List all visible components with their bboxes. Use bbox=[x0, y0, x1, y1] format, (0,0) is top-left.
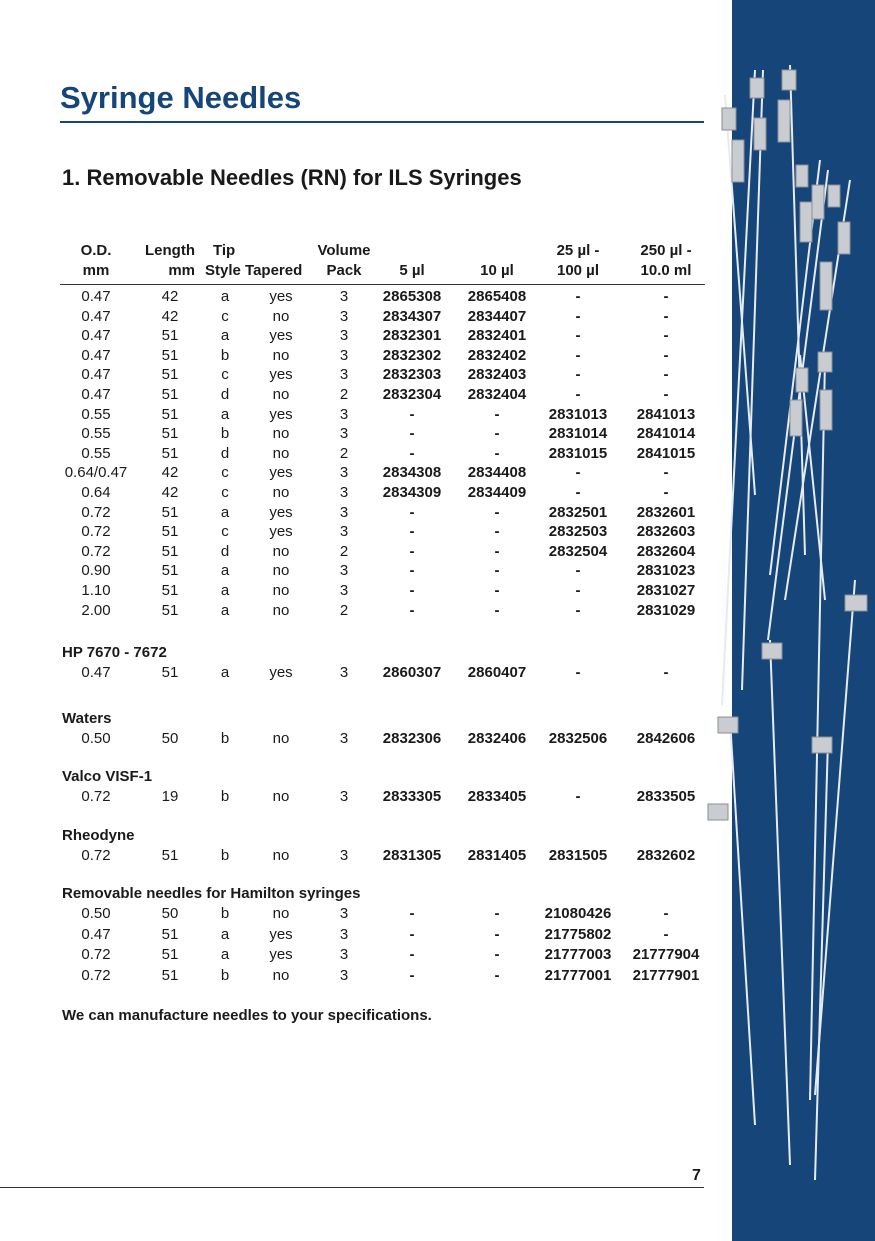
table-cell: c bbox=[221, 464, 229, 482]
table-cell: 21777003 bbox=[544, 946, 612, 963]
table-cell: c bbox=[221, 366, 229, 384]
table-row bbox=[0, 503, 732, 523]
table-cell: a bbox=[220, 327, 230, 345]
table-cell: 0.64/0.47 bbox=[64, 464, 128, 482]
table-cell: 2832601 bbox=[636, 503, 696, 521]
table-cell: 0.50 bbox=[81, 730, 111, 747]
table-cell: 0.47 bbox=[81, 307, 111, 325]
table-cell: 2831405 bbox=[467, 847, 527, 864]
table-cell: 2832504 bbox=[548, 542, 608, 560]
section-heading: HP 7670 - 7672 bbox=[62, 644, 167, 661]
table-cell: - bbox=[409, 925, 415, 943]
table-row bbox=[0, 945, 732, 965]
table-cell: no bbox=[272, 307, 290, 325]
table-cell: 21775802 bbox=[544, 925, 612, 943]
table-cell: no bbox=[272, 582, 290, 599]
table-cell: 2832506 bbox=[548, 730, 608, 747]
table-cell: - bbox=[663, 925, 669, 943]
table-cell: yes bbox=[269, 925, 293, 943]
table-row bbox=[0, 925, 732, 945]
table-cell: - bbox=[409, 601, 415, 619]
table-cell: - bbox=[575, 386, 581, 403]
table-cell: 42 bbox=[161, 288, 179, 305]
table-cell: no bbox=[272, 601, 290, 619]
table-cell: 3 bbox=[339, 484, 349, 501]
table-cell: 51 bbox=[161, 425, 179, 443]
table-cell: 2 bbox=[339, 444, 349, 462]
table-cell: 0.47 bbox=[81, 664, 111, 681]
table-row bbox=[0, 561, 732, 581]
table-cell: b bbox=[220, 425, 230, 443]
table-cell: - bbox=[575, 664, 581, 681]
table-cell: 2831027 bbox=[636, 582, 696, 599]
table-cell: 3 bbox=[339, 788, 349, 805]
section-heading: Removable needles for Hamilton syringes bbox=[62, 885, 361, 902]
table-cell: 2832404 bbox=[467, 386, 527, 403]
table-cell: a bbox=[220, 601, 230, 619]
table-cell: yes bbox=[269, 946, 293, 963]
table-row bbox=[0, 385, 732, 405]
table-cell: 3 bbox=[339, 327, 349, 345]
table-cell: - bbox=[494, 444, 500, 462]
table-row bbox=[0, 787, 732, 807]
table-cell: 2834307 bbox=[382, 307, 442, 325]
table-cell: 2832603 bbox=[636, 523, 696, 541]
table-cell: yes bbox=[269, 503, 293, 521]
table-cell: - bbox=[575, 562, 581, 580]
table-cell: - bbox=[663, 327, 669, 345]
footnote: We can manufacture needles to your specifications. bbox=[62, 1007, 432, 1024]
table-cell: - bbox=[409, 562, 415, 580]
table-row bbox=[0, 729, 732, 749]
table-cell: 2860407 bbox=[467, 664, 527, 681]
table-cell: 3 bbox=[339, 582, 349, 599]
table-cell: - bbox=[663, 366, 669, 384]
table-cell: a bbox=[220, 946, 230, 963]
table-cell: 2831015 bbox=[548, 444, 608, 462]
table-cell: - bbox=[663, 905, 669, 922]
table-cell: yes bbox=[269, 366, 293, 384]
table-row bbox=[0, 966, 732, 986]
table-cell: 42 bbox=[161, 464, 179, 482]
table-cell: a bbox=[220, 288, 230, 305]
header-length: Length mm bbox=[145, 242, 195, 279]
table-row bbox=[0, 483, 732, 503]
table-cell: - bbox=[663, 307, 669, 325]
table-cell: 2832302 bbox=[382, 346, 442, 364]
table-cell: 2833405 bbox=[467, 788, 527, 805]
table-cell: - bbox=[409, 444, 415, 462]
table-cell: 0.55 bbox=[81, 425, 111, 443]
table-cell: a bbox=[220, 503, 230, 521]
table-cell: a bbox=[220, 405, 230, 423]
table-cell: 2832306 bbox=[382, 730, 442, 747]
table-cell: 2.00 bbox=[81, 601, 111, 619]
table-row bbox=[0, 601, 732, 621]
table-cell: - bbox=[575, 484, 581, 501]
header-25-100ul: 25 µl - 100 µl bbox=[556, 242, 600, 279]
table-cell: 0.72 bbox=[81, 788, 111, 805]
table-cell: 0.64 bbox=[81, 484, 111, 501]
table-cell: 51 bbox=[161, 582, 179, 599]
header-250ul-10ml: 250 µl - 10.0 ml bbox=[640, 242, 692, 279]
table-cell: 51 bbox=[161, 946, 179, 963]
table-cell: 21777001 bbox=[544, 966, 612, 984]
header-volume: Volume Pack bbox=[317, 242, 371, 279]
table-cell: 0.47 bbox=[81, 386, 111, 403]
table-cell: - bbox=[494, 425, 500, 443]
table-cell: 2832403 bbox=[467, 366, 527, 384]
table-cell: 2 bbox=[339, 386, 349, 403]
table-cell: - bbox=[575, 582, 581, 599]
table-cell: - bbox=[663, 346, 669, 364]
table-cell: 2834309 bbox=[382, 484, 442, 501]
table-cell: no bbox=[272, 905, 290, 922]
table-cell: - bbox=[575, 327, 581, 345]
table-cell: no bbox=[272, 730, 290, 747]
table-row bbox=[0, 463, 732, 483]
table-cell: - bbox=[494, 562, 500, 580]
table-cell: 3 bbox=[339, 366, 349, 384]
table-cell: a bbox=[220, 562, 230, 580]
section-heading: Valco VISF-1 bbox=[62, 768, 153, 785]
table-cell: no bbox=[272, 444, 290, 462]
table-cell: 0.47 bbox=[81, 327, 111, 345]
section-subtitle: 1. Removable Needles (RN) for ILS Syringes bbox=[62, 165, 522, 190]
table-cell: yes bbox=[269, 464, 293, 482]
table-cell: 2831023 bbox=[636, 562, 696, 580]
table-cell: 2860307 bbox=[382, 664, 442, 681]
table-cell: 2832602 bbox=[636, 847, 696, 864]
table-cell: d bbox=[220, 444, 230, 462]
table-cell: - bbox=[663, 664, 669, 681]
table-cell: - bbox=[494, 582, 500, 599]
table-cell: - bbox=[575, 307, 581, 325]
table-cell: no bbox=[272, 788, 290, 805]
table-cell: - bbox=[494, 405, 500, 423]
table-row bbox=[0, 307, 732, 327]
table-cell: - bbox=[409, 905, 415, 922]
table-cell: 51 bbox=[161, 503, 179, 521]
table-cell: 51 bbox=[161, 601, 179, 619]
table-cell: 0.72 bbox=[81, 946, 111, 963]
table-cell: - bbox=[575, 601, 581, 619]
table-cell: 1.10 bbox=[81, 582, 111, 599]
table-cell: d bbox=[220, 542, 230, 560]
table-cell: 3 bbox=[339, 464, 349, 482]
page-title: Syringe Needles bbox=[60, 80, 302, 115]
table-row bbox=[0, 904, 732, 924]
table-cell: b bbox=[220, 730, 230, 747]
table-cell: 3 bbox=[339, 925, 349, 943]
table-cell: b bbox=[220, 847, 230, 864]
table-cell: b bbox=[220, 905, 230, 922]
table-cell: no bbox=[272, 386, 290, 403]
table-cell: 2865408 bbox=[467, 288, 527, 305]
header-10ul: 10 µl bbox=[480, 262, 514, 279]
section-heading: Rheodyne bbox=[62, 827, 135, 844]
table-row bbox=[0, 365, 732, 385]
table-cell: no bbox=[272, 542, 290, 560]
table-cell: 21080426 bbox=[544, 905, 612, 922]
table-cell: 0.55 bbox=[81, 405, 111, 423]
table-cell: 3 bbox=[339, 307, 349, 325]
table-cell: 2832406 bbox=[467, 730, 527, 747]
table-row bbox=[0, 846, 732, 866]
table-cell: - bbox=[409, 966, 415, 984]
table-cell: 0.47 bbox=[81, 288, 111, 305]
table-cell: 2834308 bbox=[382, 464, 442, 482]
footer-rule bbox=[0, 1187, 704, 1188]
table-cell: 2833305 bbox=[382, 788, 442, 805]
table-cell: 0.47 bbox=[81, 925, 111, 943]
table-cell: - bbox=[409, 582, 415, 599]
table-cell: 51 bbox=[161, 562, 179, 580]
table-cell: 3 bbox=[339, 946, 349, 963]
table-row bbox=[0, 663, 732, 683]
table-cell: - bbox=[575, 346, 581, 364]
table-cell: no bbox=[272, 484, 290, 501]
header-od: O.D. mm bbox=[80, 242, 112, 279]
table-cell: 0.50 bbox=[81, 905, 111, 922]
table-cell: c bbox=[221, 523, 229, 541]
table-cell: 3 bbox=[339, 405, 349, 423]
table-cell: 0.72 bbox=[81, 966, 111, 984]
table-cell: 21777904 bbox=[632, 946, 700, 963]
table-cell: yes bbox=[269, 523, 293, 541]
table-cell: 2 bbox=[339, 601, 349, 619]
table-cell: 0.72 bbox=[81, 523, 111, 541]
table-row bbox=[0, 542, 732, 562]
table-cell: d bbox=[220, 386, 230, 403]
table-cell: 2834407 bbox=[467, 307, 527, 325]
table-cell: 0.55 bbox=[81, 444, 111, 462]
table-cell: 42 bbox=[161, 484, 179, 501]
table-cell: 42 bbox=[161, 307, 179, 325]
page-number: 7 bbox=[692, 1167, 701, 1184]
table-cell: yes bbox=[269, 288, 293, 305]
table-cell: - bbox=[409, 542, 415, 560]
table-cell: no bbox=[272, 346, 290, 364]
table-cell: - bbox=[494, 905, 500, 922]
table-cell: 3 bbox=[339, 730, 349, 747]
table-cell: 2842606 bbox=[636, 730, 696, 747]
table-cell: no bbox=[272, 425, 290, 443]
side-panel bbox=[732, 0, 875, 1241]
table-cell: 51 bbox=[161, 346, 179, 364]
table-cell: 19 bbox=[161, 788, 179, 805]
table-cell: 51 bbox=[161, 925, 179, 943]
table-cell: 3 bbox=[339, 562, 349, 580]
table-cell: no bbox=[272, 847, 290, 864]
table-cell: 2 bbox=[339, 542, 349, 560]
table-cell: a bbox=[220, 925, 230, 943]
table-cell: - bbox=[575, 288, 581, 305]
table-cell: 2832501 bbox=[548, 503, 608, 521]
table-cell: 2832604 bbox=[636, 542, 696, 560]
table-cell: 3 bbox=[339, 966, 349, 984]
table-cell: b bbox=[220, 966, 230, 984]
table-cell: c bbox=[221, 307, 229, 325]
table-cell: - bbox=[663, 288, 669, 305]
table-cell: 51 bbox=[161, 405, 179, 423]
table-cell: 2865308 bbox=[382, 288, 442, 305]
table-cell: 2833505 bbox=[636, 788, 696, 805]
table-cell: 3 bbox=[339, 346, 349, 364]
table-row bbox=[0, 424, 732, 444]
table-row bbox=[0, 287, 732, 307]
table-cell: 51 bbox=[161, 542, 179, 560]
table-cell: 2832304 bbox=[382, 386, 442, 403]
title-rule bbox=[60, 121, 704, 123]
table-cell: 3 bbox=[339, 425, 349, 443]
table-cell: 2831014 bbox=[548, 425, 608, 443]
table-cell: a bbox=[220, 664, 230, 681]
table-cell: 3 bbox=[339, 523, 349, 541]
table-cell: 51 bbox=[161, 386, 179, 403]
table-row bbox=[0, 522, 732, 542]
table-cell: - bbox=[494, 966, 500, 984]
table-cell: 2841015 bbox=[636, 444, 696, 462]
table-cell: 0.47 bbox=[81, 366, 111, 384]
table-cell: - bbox=[409, 946, 415, 963]
table-cell: - bbox=[494, 946, 500, 963]
table-cell: 51 bbox=[161, 444, 179, 462]
table-cell: 2831029 bbox=[636, 601, 696, 619]
table-cell: - bbox=[494, 523, 500, 541]
table-cell: 2832402 bbox=[467, 346, 527, 364]
table-cell: 2834408 bbox=[467, 464, 527, 482]
table-cell: 50 bbox=[161, 730, 179, 747]
table-cell: 2831305 bbox=[382, 847, 442, 864]
header-5ul: 5 µl bbox=[399, 262, 425, 279]
table-cell: - bbox=[663, 484, 669, 501]
table-cell: 0.72 bbox=[81, 847, 111, 864]
table-cell: - bbox=[494, 601, 500, 619]
table-cell: 2841014 bbox=[636, 425, 696, 443]
table-cell: no bbox=[272, 966, 290, 984]
table-cell: yes bbox=[269, 405, 293, 423]
table-row bbox=[0, 405, 732, 425]
table-cell: b bbox=[220, 788, 230, 805]
table-cell: - bbox=[575, 788, 581, 805]
table-cell: 3 bbox=[339, 847, 349, 864]
table-cell: a bbox=[220, 582, 230, 599]
table-cell: 2832503 bbox=[548, 523, 608, 541]
table-cell: 51 bbox=[161, 847, 179, 864]
table-cell: yes bbox=[269, 327, 293, 345]
table-cell: 51 bbox=[161, 523, 179, 541]
table-cell: 3 bbox=[339, 664, 349, 681]
table-cell: 2831505 bbox=[548, 847, 608, 864]
table-cell: 51 bbox=[161, 327, 179, 345]
table-cell: yes bbox=[269, 664, 293, 681]
table-row bbox=[0, 581, 732, 601]
table-cell: - bbox=[575, 464, 581, 482]
table-cell: no bbox=[272, 562, 290, 580]
table-cell: - bbox=[663, 386, 669, 403]
table-cell: 2841013 bbox=[636, 405, 696, 423]
table-cell: 2834409 bbox=[467, 484, 527, 501]
table-cell: 51 bbox=[161, 966, 179, 984]
table-cell: 2832401 bbox=[467, 327, 527, 345]
table-cell: 3 bbox=[339, 288, 349, 305]
table-cell: 0.90 bbox=[81, 562, 111, 580]
table-cell: - bbox=[409, 523, 415, 541]
table-cell: b bbox=[220, 346, 230, 364]
table-row bbox=[0, 346, 732, 366]
table-cell: 0.72 bbox=[81, 542, 111, 560]
table-cell: - bbox=[409, 503, 415, 521]
section-heading: Waters bbox=[62, 710, 112, 727]
table-cell: 50 bbox=[161, 905, 179, 922]
table-cell: - bbox=[494, 925, 500, 943]
header-tip: Tip Style Tapered bbox=[205, 242, 303, 279]
table-cell: 51 bbox=[161, 366, 179, 384]
table-cell: c bbox=[221, 484, 229, 501]
table-cell: 2831013 bbox=[548, 405, 608, 423]
table-cell: - bbox=[575, 366, 581, 384]
table-cell: 51 bbox=[161, 664, 179, 681]
header-rule bbox=[60, 284, 705, 285]
table-cell: - bbox=[409, 425, 415, 443]
table-cell: 2832303 bbox=[382, 366, 442, 384]
table-cell: 2832301 bbox=[382, 327, 442, 345]
table-cell: 21777901 bbox=[632, 966, 700, 984]
table-cell: 3 bbox=[339, 503, 349, 521]
table-cell: - bbox=[494, 542, 500, 560]
table-row bbox=[0, 444, 732, 464]
table-cell: - bbox=[409, 405, 415, 423]
table-row bbox=[0, 326, 732, 346]
table-cell: 0.47 bbox=[81, 346, 111, 364]
table-cell: 0.72 bbox=[81, 503, 111, 521]
table-cell: - bbox=[494, 503, 500, 521]
table-cell: - bbox=[663, 464, 669, 482]
table-cell: 3 bbox=[339, 905, 349, 922]
